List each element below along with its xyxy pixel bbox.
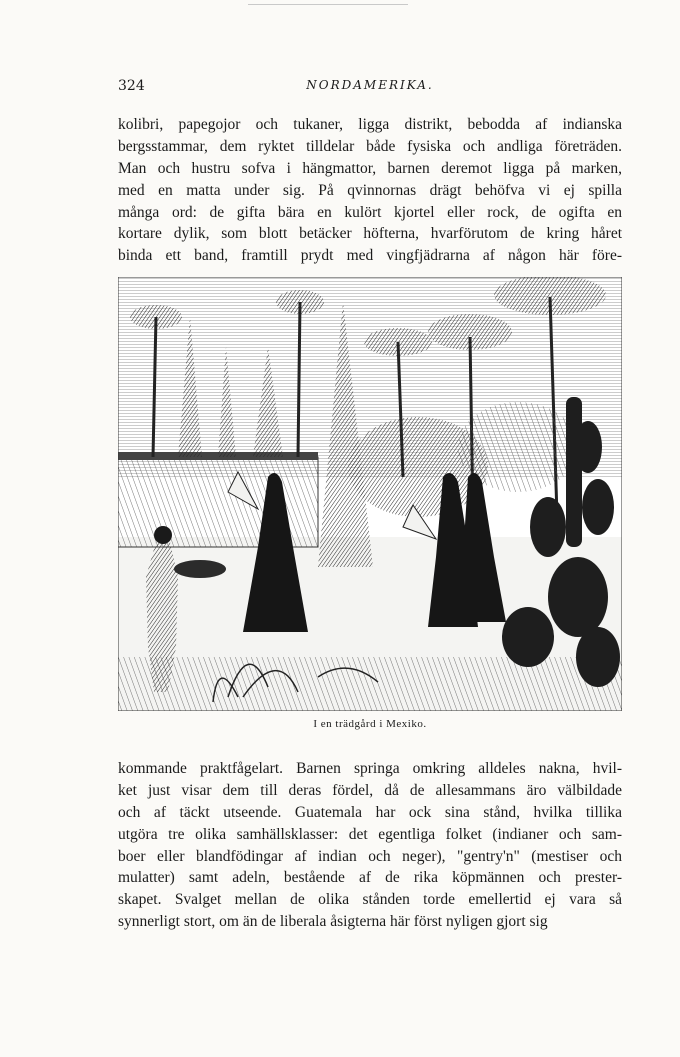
figure-caption: I en trädgård i Mexiko. bbox=[313, 718, 427, 730]
page-header bbox=[118, 78, 622, 98]
paragraph-bottom bbox=[118, 758, 622, 933]
text-line: många ord: de gifta bära en kulört kjortel eller rock, de ogifta en bbox=[118, 203, 622, 221]
bleed-through-rule bbox=[248, 4, 408, 5]
text-line: skapet. Svalget mellan de olika stånden torde emellertid ej vara så bbox=[118, 891, 622, 909]
text-line: och af täckt utseende. Guatemala har ock sina stånd, hvilka tillika bbox=[118, 803, 622, 821]
text-line: boer eller blandfödingar af indian och neger), "gentry'n" (mestiser och bbox=[118, 847, 622, 865]
text-line: kommande praktfågelart. Barnen springa omkring alldeles nakna, hvil- bbox=[118, 760, 622, 777]
text-line: binda ett band, framtill prydt med vingfjädrarna af någon här före- bbox=[118, 247, 622, 265]
text-line: ket just visar dem till deras fördel, då de allesammans äro välbildade bbox=[118, 781, 622, 799]
text-line: bergsstammar, dem ryktet tilldelar både fysiska och andliga företräden. bbox=[118, 137, 622, 155]
text-line: med en matta under sig. På qvinnornas drägt behöfva vi ej spilla bbox=[118, 181, 622, 199]
text-line: Man och hustru sofva i hängmattor, barnen deremot ligga på marken, bbox=[118, 159, 622, 177]
page-number: 324 bbox=[118, 78, 145, 94]
text-line: mulatter) samt adeln, bestående af de rika köpmännen och prester- bbox=[118, 869, 622, 887]
text-line: kolibri, papegojor och tukaner, ligga distrikt, bebodda af indianska bbox=[118, 116, 622, 133]
text-line: kortare dylik, som blott betäcker höfterna, hvarförutom de kring håret bbox=[118, 225, 622, 243]
text-line: utgöra tre olika samhällsklasser: det egentliga folket (indianer och sam- bbox=[118, 825, 622, 843]
engraving-garden-illustration bbox=[118, 277, 622, 711]
text-line: synnerligt stort, om än de liberala åsigterna här först nyligen gjort sig bbox=[118, 913, 548, 931]
running-head: NORDAMERIKA. bbox=[306, 78, 434, 92]
paragraph-top bbox=[118, 114, 622, 267]
